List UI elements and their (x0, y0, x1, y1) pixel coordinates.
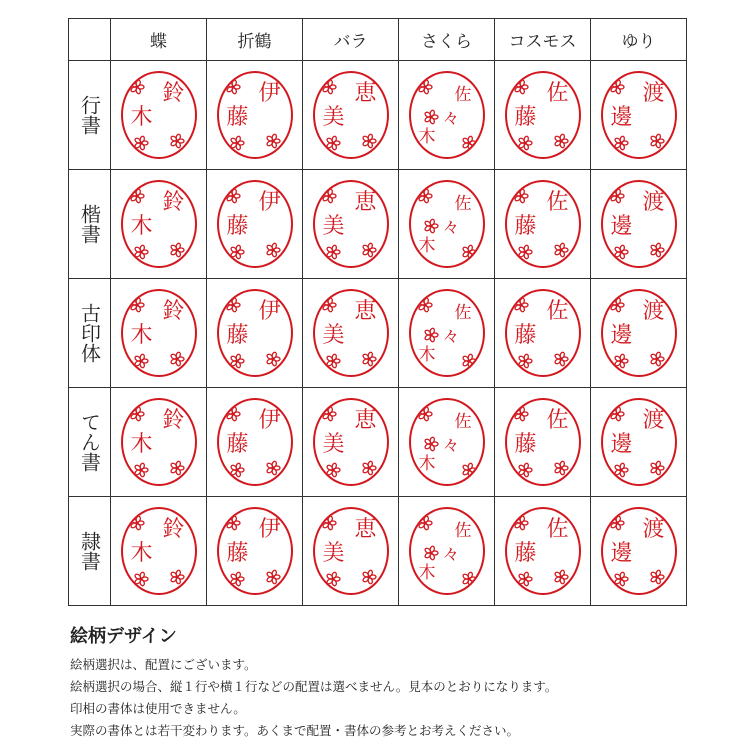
stamp-character: 恵 (354, 517, 377, 542)
stamp-cell (303, 279, 399, 388)
crane-icon (225, 515, 241, 531)
stamp-character: 渡 (642, 408, 665, 433)
stamp-character: 藤 (514, 105, 537, 130)
stamp-cell (495, 388, 591, 497)
stamp-character: 木 (130, 105, 153, 130)
rose-icon (321, 188, 337, 204)
cosmos-icon (513, 406, 529, 422)
stamp-preview (217, 180, 293, 268)
stamp-cell (207, 170, 303, 279)
stamp-character: 鈴 (162, 299, 185, 324)
stamp-cell (111, 61, 207, 170)
stamp-preview (313, 71, 389, 159)
sakura-icon (417, 79, 433, 95)
cosmos-icon (513, 297, 529, 313)
butterfly-icon (169, 460, 185, 476)
crane-icon (265, 242, 281, 258)
stamp-preview (217, 71, 293, 159)
butterfly-icon (129, 188, 145, 204)
cosmos-icon (513, 515, 529, 531)
table-row (69, 61, 687, 170)
stamp-character: 木 (418, 236, 436, 256)
crane-icon (225, 188, 241, 204)
crane-icon (265, 569, 281, 585)
rose-icon (325, 353, 341, 369)
crane-icon (229, 353, 245, 369)
butterfly-icon (133, 135, 149, 151)
stamp-character: 佐 (454, 303, 472, 323)
butterfly-icon (169, 242, 185, 258)
lily-icon (609, 79, 625, 95)
stamp-character: 邊 (610, 105, 633, 130)
stamp-preview (409, 507, 485, 595)
stamp-character: 佐 (454, 521, 472, 541)
stamp-preview (313, 398, 389, 486)
crane-icon (229, 462, 245, 478)
stamp-preview (409, 398, 485, 486)
stamp-character: 渡 (642, 81, 665, 106)
stamp-character: 佐 (546, 81, 569, 106)
table-row (69, 170, 687, 279)
sakura-icon (417, 297, 433, 313)
column-header: さくら (399, 19, 495, 61)
stamp-character: 伊 (258, 517, 281, 542)
rose-icon (321, 79, 337, 95)
sakura-icon (461, 244, 477, 260)
notes-section (70, 622, 557, 742)
stamp-character: 木 (418, 454, 436, 474)
stamp-preview (313, 507, 389, 595)
stamp-character: 恵 (354, 299, 377, 324)
crane-icon (225, 406, 241, 422)
lily-icon (613, 244, 629, 260)
cosmos-icon (517, 353, 533, 369)
stamp-preview (313, 289, 389, 377)
cosmos-icon (553, 569, 569, 585)
column-header: 折鶴 (207, 19, 303, 61)
stamp-character: 藤 (514, 323, 537, 348)
stamp-preview (409, 180, 485, 268)
stamp-character: 伊 (258, 299, 281, 324)
stamp-cell (399, 170, 495, 279)
stamp-character: 佐 (546, 517, 569, 542)
sakura-icon (417, 515, 433, 531)
rose-icon (361, 460, 377, 476)
stamp-cell (591, 497, 687, 606)
stamp-character: 木 (130, 214, 153, 239)
stamp-character: 美 (322, 541, 345, 566)
stamp-preview (121, 71, 197, 159)
stamp-preview (505, 71, 581, 159)
stamp-preview (121, 507, 197, 595)
butterfly-icon (169, 351, 185, 367)
butterfly-icon (133, 353, 149, 369)
cosmos-icon (513, 188, 529, 204)
font-pattern-grid (68, 18, 687, 606)
stamp-character: 美 (322, 105, 345, 130)
stamp-character: 美 (322, 432, 345, 457)
butterfly-icon (133, 244, 149, 260)
notes-title: 絵柄デザイン (70, 626, 177, 647)
stamp-preview (217, 507, 293, 595)
stamp-preview (601, 289, 677, 377)
stamp-cell (495, 61, 591, 170)
rose-icon (361, 133, 377, 149)
stamp-character: 藤 (226, 323, 249, 348)
stamp-cell (207, 279, 303, 388)
stamp-character: 鈴 (162, 517, 185, 542)
stamp-cell (303, 170, 399, 279)
stamp-character: 木 (418, 127, 436, 147)
stamp-cell (399, 61, 495, 170)
lily-icon (649, 351, 665, 367)
sakura-icon (423, 545, 439, 561)
cosmos-icon (553, 351, 569, 367)
stamp-cell (111, 170, 207, 279)
corner-cell (69, 19, 111, 61)
sakura-icon (461, 571, 477, 587)
stamp-cell (303, 497, 399, 606)
stamp-cell (399, 388, 495, 497)
stamp-character: 々 (442, 545, 460, 565)
crane-icon (225, 79, 241, 95)
butterfly-icon (129, 79, 145, 95)
note-line: 絵柄選択の場合、縦１行や横１行などの配置は選べません。見本のとおりになります。 (70, 679, 558, 694)
stamp-character: 邊 (610, 214, 633, 239)
stamp-character: 木 (418, 345, 436, 365)
butterfly-icon (133, 462, 149, 478)
stamp-preview (217, 398, 293, 486)
stamp-character: 々 (442, 327, 460, 347)
column-header: 蝶 (111, 19, 207, 61)
stamp-cell (111, 279, 207, 388)
stamp-preview (313, 180, 389, 268)
stamp-character: 々 (442, 436, 460, 456)
stamp-character: 伊 (258, 408, 281, 433)
stamp-cell (591, 279, 687, 388)
stamp-character: 伊 (258, 81, 281, 106)
stamp-preview (505, 507, 581, 595)
crane-icon (229, 135, 245, 151)
stamp-character: 藤 (514, 214, 537, 239)
stamp-character: 佐 (454, 85, 472, 105)
stamp-character: 恵 (354, 408, 377, 433)
stamp-cell (591, 388, 687, 497)
sakura-icon (461, 135, 477, 151)
crane-icon (265, 351, 281, 367)
stamp-cell (495, 170, 591, 279)
stamp-character: 渡 (642, 299, 665, 324)
row-header-font: 古印体 (69, 279, 111, 388)
lily-icon (613, 571, 629, 587)
note-line: 実際の書体とは若干変わります。あくまで配置・書体の参考とお考えください。 (70, 723, 520, 738)
stamp-preview (601, 398, 677, 486)
stamp-character: 鈴 (162, 408, 185, 433)
lily-icon (609, 297, 625, 313)
stamp-character: 木 (130, 432, 153, 457)
stamp-character: 佐 (546, 299, 569, 324)
lily-icon (613, 135, 629, 151)
row-header-font: てん書 (69, 388, 111, 497)
stamp-character: 恵 (354, 190, 377, 215)
row-header-font: 行書 (69, 61, 111, 170)
stamp-cell (399, 279, 495, 388)
crane-icon (265, 460, 281, 476)
butterfly-icon (169, 569, 185, 585)
stamp-character: 藤 (226, 432, 249, 457)
crane-icon (229, 244, 245, 260)
stamp-character: 木 (130, 541, 153, 566)
stamp-cell (111, 388, 207, 497)
sakura-icon (417, 188, 433, 204)
cosmos-icon (517, 135, 533, 151)
stamp-cell (111, 497, 207, 606)
rose-icon (361, 242, 377, 258)
rose-icon (321, 406, 337, 422)
stamp-character: 美 (322, 214, 345, 239)
rose-icon (361, 569, 377, 585)
sakura-icon (417, 406, 433, 422)
stamp-character: 佐 (546, 408, 569, 433)
stamp-cell (207, 388, 303, 497)
rose-icon (321, 297, 337, 313)
stamp-preview (217, 289, 293, 377)
lily-icon (613, 462, 629, 478)
butterfly-icon (129, 406, 145, 422)
stamp-character: 藤 (226, 105, 249, 130)
stamp-character: 佐 (454, 412, 472, 432)
stamp-preview (601, 71, 677, 159)
stamp-character: 藤 (226, 214, 249, 239)
crane-icon (229, 571, 245, 587)
stamp-character: 鈴 (162, 190, 185, 215)
sakura-icon (423, 218, 439, 234)
cosmos-icon (553, 242, 569, 258)
stamp-character: 鈴 (162, 81, 185, 106)
stamp-character: 邊 (610, 323, 633, 348)
sakura-icon (461, 353, 477, 369)
stamp-preview (505, 289, 581, 377)
sakura-icon (423, 109, 439, 125)
stamp-character: 渡 (642, 517, 665, 542)
note-line: 絵柄選択は、配置にございます。 (70, 657, 257, 672)
note-line: 印相の書体は使用できません。 (70, 701, 246, 716)
crane-icon (265, 133, 281, 149)
stamp-character: 藤 (226, 541, 249, 566)
rose-icon (325, 135, 341, 151)
lily-icon (649, 133, 665, 149)
cosmos-icon (517, 571, 533, 587)
rose-icon (361, 351, 377, 367)
stamp-preview (121, 398, 197, 486)
lily-icon (609, 188, 625, 204)
table-row (69, 497, 687, 606)
stamp-preview (409, 71, 485, 159)
stamp-character: 々 (442, 109, 460, 129)
cosmos-icon (517, 244, 533, 260)
column-header: コスモス (495, 19, 591, 61)
stamp-character: 邊 (610, 541, 633, 566)
table-row (69, 388, 687, 497)
stamp-character: 藤 (514, 541, 537, 566)
stamp-cell (495, 279, 591, 388)
stamp-cell (591, 170, 687, 279)
butterfly-icon (129, 515, 145, 531)
stamp-cell (207, 497, 303, 606)
butterfly-icon (133, 571, 149, 587)
stamp-character: 渡 (642, 190, 665, 215)
rose-icon (321, 515, 337, 531)
stamp-character: 佐 (454, 194, 472, 214)
lily-icon (649, 569, 665, 585)
stamp-preview (505, 180, 581, 268)
column-header: バラ (303, 19, 399, 61)
rose-icon (325, 462, 341, 478)
rose-icon (325, 244, 341, 260)
lily-icon (609, 515, 625, 531)
sakura-icon (423, 327, 439, 343)
stamp-preview (121, 289, 197, 377)
butterfly-icon (169, 133, 185, 149)
stamp-character: 伊 (258, 190, 281, 215)
stamp-preview (601, 507, 677, 595)
stamp-character: 邊 (610, 432, 633, 457)
cosmos-icon (517, 462, 533, 478)
row-header-font: 隷書 (69, 497, 111, 606)
cosmos-icon (553, 133, 569, 149)
lily-icon (649, 460, 665, 476)
stamp-character: 恵 (354, 81, 377, 106)
stamp-cell (495, 497, 591, 606)
stamp-preview (601, 180, 677, 268)
sakura-icon (461, 462, 477, 478)
stamp-cell (591, 61, 687, 170)
stamp-cell (303, 388, 399, 497)
lily-icon (609, 406, 625, 422)
stamp-cell (207, 61, 303, 170)
cosmos-icon (553, 460, 569, 476)
stamp-character: 々 (442, 218, 460, 238)
stamp-character: 美 (322, 323, 345, 348)
crane-icon (225, 297, 241, 313)
stamp-character: 木 (418, 563, 436, 583)
stamp-character: 佐 (546, 190, 569, 215)
stamp-cell (303, 61, 399, 170)
sakura-icon (423, 436, 439, 452)
rose-icon (325, 571, 341, 587)
stamp-preview (505, 398, 581, 486)
row-header-font: 楷書 (69, 170, 111, 279)
table-row (69, 279, 687, 388)
lily-icon (649, 242, 665, 258)
column-header: ゆり (591, 19, 687, 61)
stamp-character: 木 (130, 323, 153, 348)
stamp-preview (121, 180, 197, 268)
butterfly-icon (129, 297, 145, 313)
stamp-character: 藤 (514, 432, 537, 457)
lily-icon (613, 353, 629, 369)
stamp-preview (409, 289, 485, 377)
stamp-cell (399, 497, 495, 606)
cosmos-icon (513, 79, 529, 95)
